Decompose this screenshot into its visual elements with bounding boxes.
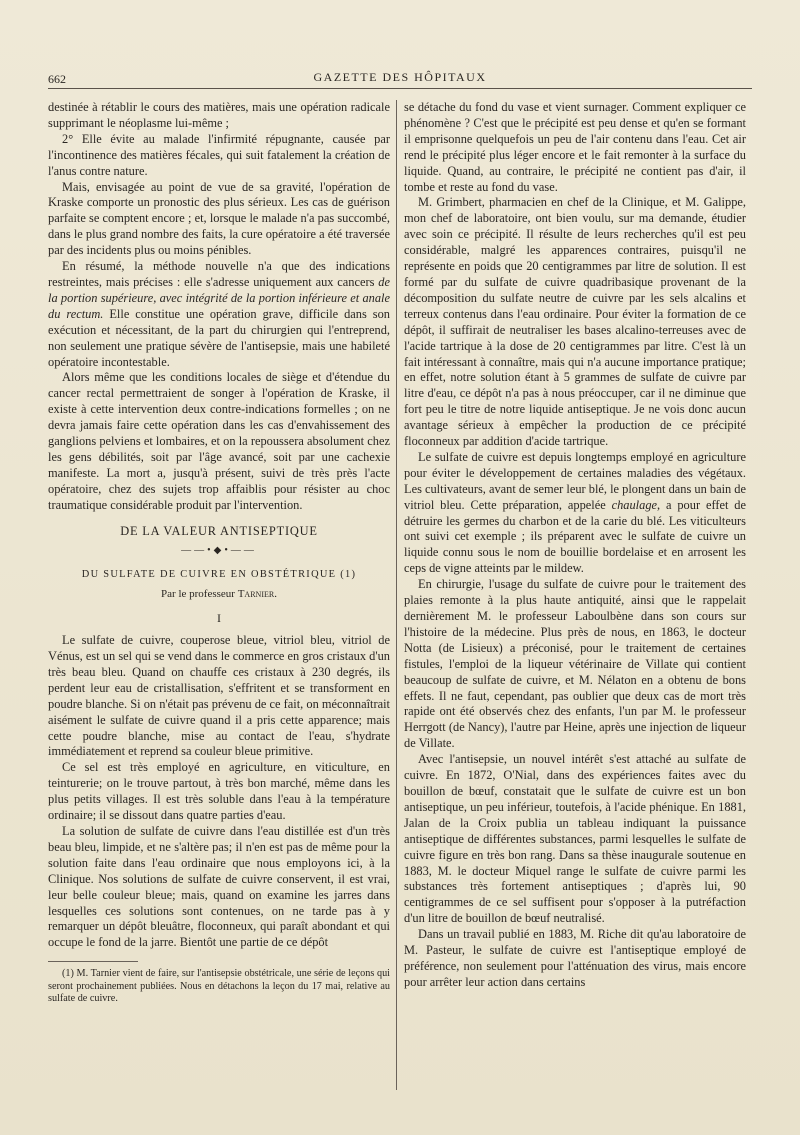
ornament-divider: ——•◆•—— [181,545,257,557]
article-subtitle: DU SULFATE DE CUIVRE EN OBSTÉTRIQUE (1) [81,569,357,581]
byline-suffix: . [274,588,277,601]
column-divider [396,100,397,1090]
footnote: (1) M. Tarnier vient de faire, sur l'antisepsie obstétricale, une série de leçons qui seront prochainement publiées. Nous en détachons la leçon du 17 mai, relative au sulfate de cuivre. [48,968,390,1005]
section-number: I [217,611,221,626]
byline-prefix: Par le professeur [161,588,238,601]
paragraph: En chirurgie, l'usage du sulfate de cuivre pour le traitement des plaies remonte à la plus haute antiquité, ainsi que le rappelait dernièrement M. le professeur Laboulbène dans son cours sur l'histoire de la médecine. Plus près de nous, en 1863, le docteur Notta (de Lisieux) a préconisé, pour le traitement de certaines fistules, l'emploi de la liqueur vétérinaire de Villate qui contient beaucoup de sulfate de cuivre, et M. Nélaton en a obtenu de bons effets. Il ne faut, cependant, pas oublier que deux cas de mort très rapide ont été observés chez des enfants, l'un par M. le professeur Herrgott (de Nancy), l'autre par Heine, après une injection de liqueur de Villate. [404,577,746,751]
emphasis-text: de la portion supérieure, avec intégrité de la portion inférieure et anale du rectum. [48,274,390,321]
paragraph: Mais, envisagée au point de vue de sa gravité, l'opération de Kraske comporte un pronostic des plus sérieux. Les cas de guérison parfaite se comptent encore ; et, lorsque le malade n'a pas succombé, dans le plus grand nombre des faits, la cure opératoire a été traversée par des incidents plus ou moins pénibles. [48,179,390,258]
paragraph: 2° Elle évite au malade l'infirmité répugnante, causée par l'incontinence des matières fécales, qui suit fatalement la création de l'anus contre nature. [48,131,390,178]
text-run: Elle constitue une opération grave, difficile dans son exécution et nécessitant, de la part du chirurgien qui l'entreprend, non seulement une pratique sévère de l'antisepsie, mais une habileté opératoire incontestable. [48,306,390,369]
paragraph: Le sulfate de cuivre, couperose bleue, vitriol bleu, vitriol de Vénus, est un sel qui se vend dans le commerce en gros cristaux d'un très beau bleu. Quand on chauffe ces cristaux à 230 degrés, ils perdent leur eau de cristallisation, s'effritent et se transforment en poudre blanche. Si on n'était pas prévenu de ce fait, on méconnaîtrait aisément le sulfate de cuivre quand il a pris cette apparence; mais cette poudre blanche, mise au contact de l'eau, s'hydrate immédiatement et reprend sa couleur bleue primitive. [48,633,390,759]
paragraph: La solution de sulfate de cuivre dans l'eau distillée est d'un très beau bleu, limpide, et ne s'altère pas; il n'en est pas de même pour la solution faite dans l'eau ordinaire que nous employons ici, à la Clinique. Nos solutions de sulfate de cuivre conservent, il est vrai, leur belle couleur bleue; mais, quand on examine les jarres dans lesquelles ces solutions sont contenues, on ne tarde pas à y remarquer un dépôt bleuâtre, floconneux, qui paraît abondant et qui occupe le fond de la jarre. Bientôt une partie de ce dépôt [48,823,390,950]
paragraph [404,450,746,577]
paragraph: Ce sel est très employé en agriculture, en viticulture, en teinturerie; on le trouve partout, à très bon marché, même dans les plus petits villages. Il est très soluble dans l'eau à la température ordinaire; il se dissout dans quatre parties d'eau. [48,760,390,823]
paragraph: destinée à rétablir le cours des matières, mais une opération radicale supprimant le néoplasme lui-même ; [48,100,390,130]
paragraph: Alors même que les conditions locales de siège et d'étendue du cancer rectal permettraient de songer à l'opération de Kraske, il existe à cette intervention deux contre-indications formelles ; on ne devra jamais faire cette opération dans les cas d'envahissement des ganglions pelviens et lombaires, et on la repoussera absolument chez les gens débilités, soit par l'âge avancé, soit par une cachexie manifeste. La mort a, jusqu'à présent, suivi de très près l'acte opératoire, chez des sujets trop affaiblis pour résister au choc traumatique considérable produit par l'intervention. [48,370,390,512]
running-title: GAZETTE DES HÔPITAUX [313,70,487,84]
left-column [48,100,390,1006]
footnote-rule [48,961,138,962]
paragraph: Dans un travail publié en 1883, M. Riche dit qu'au laboratoire de M. Pasteur, le sulfate de cuivre est l'antiseptique employé de préférence, non seulement pour l'atténuation des virus, mais encore pour arrêter leur action dans certains [404,927,746,989]
paragraph [48,259,390,370]
author-name: Tarnier [237,588,275,601]
paragraph: Avec l'antisepsie, un nouvel intérêt s'est attaché au sulfate de cuivre. En 1872, O'Nial, dans des expériences faites avec du bouillon de bœuf, constatait que le sulfate de cuivre est un bon antiseptique, un peu inférieur, toutefois, à l'acide phénique. En 1881, Jalan de la Croix publia un tableau indiquant la puissance antiseptique de différentes substances, parmi lesquelles le sulfate de cuivre figure en très bon rang. Dans sa thèse inaugurale soutenue en 1883, M. le docteur Miquel range le sulfate de cuivre parmi les substances très fortement antiseptiques ; d'après lui, 90 centigrammes de ce sel suffisent pour s'opposer à la putréfaction d'un litre de bouillon de bœuf neutralisé. [404,752,746,926]
right-column [404,100,746,991]
text-run: , a pour effet de détruire les germes du charbon et de la carie du blé. Les viticulteurs ont suivi cet exemple ; ils préparent avec le sulfate de cuivre un liquide connu sous le nom de bouillie bordelaise et en arrosent les ceps de vigne atteints par le mildew. [404,497,746,576]
paragraph: M. Grimbert, pharmacien en chef de la Clinique, et M. Galippe, mon chef de laboratoire, ont bien voulu, sur ma demande, étudier avec soin ce précipité. Il résulte de leurs recherches qu'il est peu considérable, malgré les apparences contraires, puisqu'il ne représente en poids que 20 centigrammes par litre de solution. Il est formé par du sulfate de cuivre quadribasique provenant de la décomposition du sulfate neutre de cuivre par les sels alcalins et terreux contenus dans l'eau ordinaire. Pour éviter la formation de ce dépôt, il suffirait de neutraliser les bases alcalino-terreuses avec de l'acide tartrique à la dose de 20 centigrammes par litre. C'est là un fait intéressant à connaître, mais qui n'a aucune importance pratique; en effet, notre solution étant à 5 grammes de sulfate de cuivre par litre d'eau, ce dépôt n'a pas à nous préoccuper, car il ne diminue que fort peu le titre de notre liquide antiseptique. Je ne vois donc aucun avantage sérieux à empêcher la production de ce précipité floconneux par addition d'acide tartrique. [404,195,746,449]
page-header [48,66,752,89]
text-run: Le sulfate de cuivre est depuis longtemps employé en agriculture pour éviter le développement de certaines maladies des végétaux. Les cultivateurs, avant de semer leur blé, le plongent dans un bain de vitriol bleu. Cette préparation, appelée [404,449,747,512]
page-number: 662 [48,72,66,86]
byline [48,587,390,603]
paragraph: se détache du fond du vase et vient surnager. Comment expliquer ce phénomène ? C'est que le précipité est peu dense et qu'en se formant il emprisonne quelquefois un peu de l'air contenu dans l'eau. Cet air rend le précipité plus léger encore et le fait remonter à la surface du liquide. Quand, au contraire, le précipité ne contient pas d'air, il tombe et reste au fond du vase. [404,100,746,194]
section-title: DE LA VALEUR ANTISEPTIQUE [120,523,318,538]
text-run: En résumé, la méthode nouvelle n'a que des indications restreintes, mais précises : elle s'adresse uniquement aux cancers [48,259,390,289]
emphasis-text: chaulage [611,497,658,512]
